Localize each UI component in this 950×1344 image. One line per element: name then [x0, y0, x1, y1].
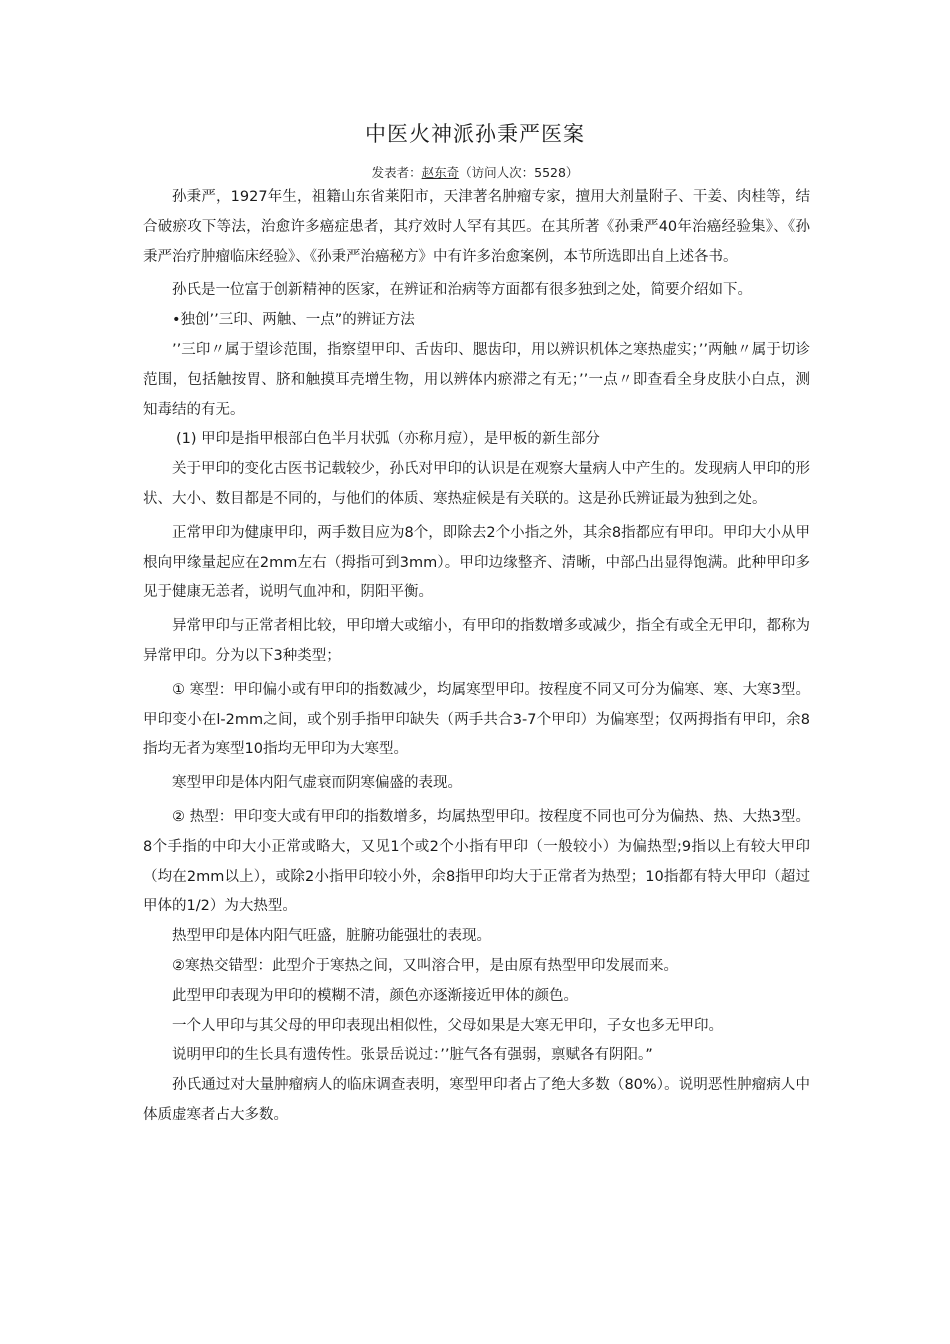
paragraph: ① 寒型：甲印偏小或有甲印的指数减少，均属寒型甲印。按程度不同又可分为偏寒、寒、大寒3型。甲印变小在l-2mm之间，或个别手指甲印缺失（两手共合3-7个甲印）为偏寒型；仅两拇指有甲印，余8指均无者为寒型10指均无甲印为大寒型。	[143, 681, 810, 758]
article-body	[143, 183, 810, 1131]
paragraph: ’’三印〃属于望诊范围，指察望甲印、舌齿印、腮齿印，用以辨识机体之寒热虚实；’’两触〃属于切诊范围，包括触按胃、脐和触摸耳壳增生物，用以辨体内瘀滞之有无；’’一点〃即查看全身皮肤小白点，测知毒结的有无。	[143, 341, 810, 418]
paragraph: ② 热型：甲印变大或有甲印的指数增多，均属热型甲印。按程度不同也可分为偏热、热、大热3型。8个手指的中印大小正常或略大，又见1个或2个小指有甲印（一般较小）为偏热型;9指以上有较大甲印（均在2mm以上），或除2小指甲印较小外，余8指甲印均大于正常者为热型；10指都有特大甲印（超过甲体的1/2）为大热型。	[143, 808, 810, 915]
paragraph: 孙秉严，1927年生，祖籍山东省莱阳市，天津著名肿瘤专家，擅用大剂量附子、干姜、肉桂等，结合破瘀攻下等法，治愈许多癌症患者，其疗效时人罕有其匹。在其所著《孙秉严40年治癌经验集》、《孙秉严治疗肿瘤临床经验》、《孙秉严治癌秘方》中有许多治愈案例，本节所选即出自上述各书。	[143, 189, 810, 265]
article-meta	[0, 163, 950, 181]
paragraph: ②寒热交错型：此型介于寒热之间，又叫溶合甲，是由原有热型甲印发展而来。	[172, 957, 678, 974]
paragraph: 正常甲印为健康甲印，两手数目应为8个，即除去2个小指之外，其余8指都应有甲印。甲印大小从甲根向甲缘量起应在2mm左右（拇指可到3mm）。甲印边缘整齐、清晰，中部凸出显得饱满。此种甲印多见于健康无恙者，说明气血冲和，阴阳平衡。	[143, 524, 810, 601]
paragraph: 寒型甲印是体内阳气虚衰而阴寒偏盛的表现。	[172, 775, 462, 792]
paragraph: 热型甲印是体内阳气旺盛，脏腑功能强壮的表现。	[172, 928, 491, 945]
meta-prefix: 发表者：	[371, 165, 422, 180]
paragraph: 关于甲印的变化古医书记载较少，孙氏对甲印的认识是在观察大量病人中产生的。发现病人甲印的形状、大小、数目都是不同的，与他们的体质、寒热症候是有关联的。这是孙氏辨证最为独到之处。	[143, 461, 810, 507]
paragraph: 一个人甲印与其父母的甲印表现出相似性，父母如果是大寒无甲印，子女也多无甲印。	[172, 1017, 723, 1034]
paragraph: 此型甲印表现为甲印的模糊不清，颜色亦逐渐接近甲体的颜色。	[172, 987, 578, 1004]
paragraph: 孙氏通过对大量肿瘤病人的临床调查表明，寒型甲印者占了绝大多数（80%）。说明恶性肿瘤病人中体质虚寒者占大多数。	[143, 1077, 810, 1123]
author-link[interactable]: 赵东奇	[421, 165, 460, 180]
view-count: （访问人次：5528）	[459, 165, 579, 180]
paragraph: 孙氏是一位富于创新精神的医家，在辨证和治病等方面都有很多独到之处，简要介绍如下。	[172, 282, 752, 299]
section-heading: •独创’’三印、两触、一点”的辨证方法	[172, 312, 415, 329]
subsection-heading: (1) 甲印是指甲根部白色半月状弧（亦称月痘），是甲板的新生部分	[176, 431, 600, 448]
paragraph: 异常甲印与正常者相比较，甲印增大或缩小，有甲印的指数增多或减少，指全有或全无甲印，都称为异常甲印。分为以下3种类型；	[143, 618, 810, 664]
paragraph: 说明甲印的生长具有遗传性。张景岳说过：’’脏气各有强弱，禀赋各有阴阳。”	[172, 1047, 653, 1064]
page-title: 中医火神派孙秉严医案	[365, 122, 585, 146]
